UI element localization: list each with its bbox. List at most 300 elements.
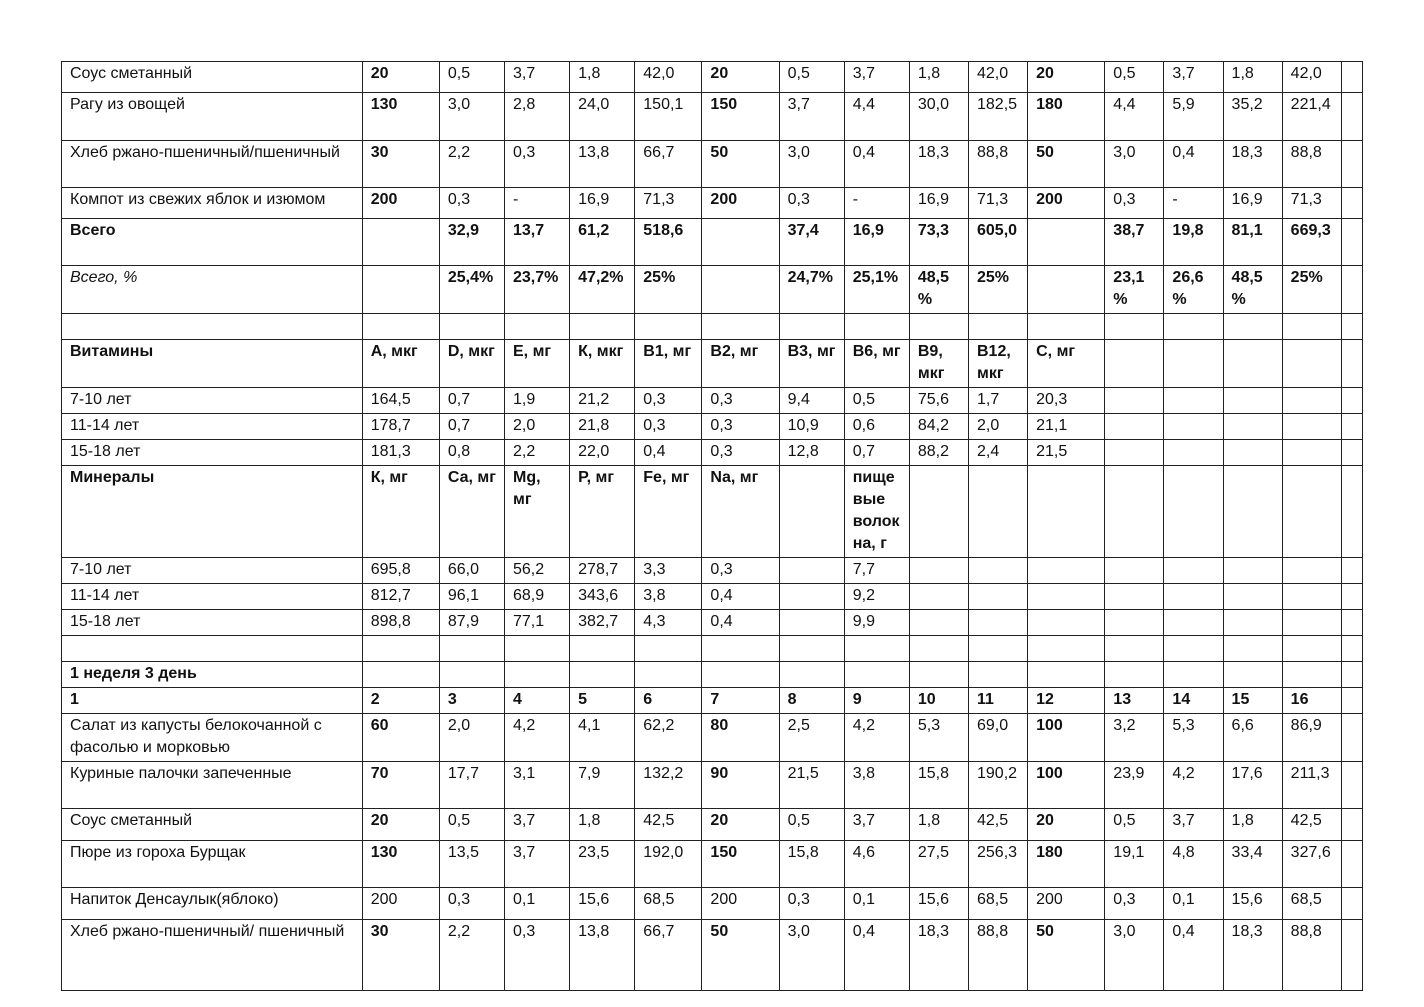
table-cell: 0,4	[1164, 920, 1223, 991]
table-cell: 200	[362, 888, 439, 920]
table-cell	[1223, 662, 1282, 688]
table-cell	[62, 636, 363, 662]
table-cell: 88,8	[969, 920, 1028, 991]
table-cell: 0,5	[779, 62, 844, 93]
table-cell	[844, 636, 909, 662]
table-cell: 24,0	[570, 93, 635, 141]
table-cell: -	[1164, 188, 1223, 219]
table-cell: 0,3	[439, 188, 504, 219]
table-cell: 7	[702, 688, 779, 714]
table-cell	[1164, 340, 1223, 388]
table-cell: 182,5	[969, 93, 1028, 141]
table-row	[62, 440, 1363, 466]
table-cell: 9,4	[779, 388, 844, 414]
table-cell: 27,5	[909, 841, 968, 888]
table-cell: 0,7	[439, 388, 504, 414]
table-cell	[779, 636, 844, 662]
table-cell	[909, 636, 968, 662]
table-cell: В2, мг	[702, 340, 779, 388]
table-cell: 68,5	[969, 888, 1028, 920]
table-cell	[1341, 762, 1362, 809]
table-cell: 25%	[635, 266, 702, 314]
table-cell: 21,8	[570, 414, 635, 440]
table-cell	[779, 466, 844, 558]
table-cell: 2,4	[969, 440, 1028, 466]
table-cell: 12	[1028, 688, 1105, 714]
table-cell	[1164, 584, 1223, 610]
table-cell: 0,3	[702, 414, 779, 440]
table-cell	[1341, 466, 1362, 558]
table-cell: 9	[844, 688, 909, 714]
table-cell: 1,8	[909, 809, 968, 841]
table-cell: 70	[362, 762, 439, 809]
table-cell: 71,3	[635, 188, 702, 219]
table-cell: 3,2	[1105, 714, 1164, 762]
table-cell: 4,2	[505, 714, 570, 762]
table-cell: В12, мкг	[969, 340, 1028, 388]
table-cell: 16	[1282, 688, 1341, 714]
table-row	[62, 93, 1363, 141]
table-cell: 192,0	[635, 841, 702, 888]
table-cell: 0,5	[439, 62, 504, 93]
table-cell: 16,9	[909, 188, 968, 219]
table-cell: 48,5%	[1223, 266, 1282, 314]
table-cell: 3,7	[505, 809, 570, 841]
table-row	[62, 662, 1363, 688]
table-cell: 71,3	[969, 188, 1028, 219]
table-cell: 23,1%	[1105, 266, 1164, 314]
table-row	[62, 610, 1363, 636]
table-cell: 69,0	[969, 714, 1028, 762]
table-cell	[969, 558, 1028, 584]
table-cell	[362, 219, 439, 266]
table-cell: 2,0	[439, 714, 504, 762]
table-cell	[505, 636, 570, 662]
table-cell	[1282, 558, 1341, 584]
table-cell	[1223, 414, 1282, 440]
table-cell: Минералы	[62, 466, 363, 558]
table-cell: 0,1	[505, 888, 570, 920]
table-cell: 61,2	[570, 219, 635, 266]
table-cell	[439, 662, 504, 688]
table-cell: 30	[362, 141, 439, 188]
table-cell: 21,1	[1028, 414, 1105, 440]
table-cell: 3,0	[779, 920, 844, 991]
table-row	[62, 314, 1363, 340]
table-cell: 812,7	[362, 584, 439, 610]
table-cell: С, мг	[1028, 340, 1105, 388]
table-cell: 60	[362, 714, 439, 762]
table-cell	[1341, 188, 1362, 219]
table-cell: 17,6	[1223, 762, 1282, 809]
table-row	[62, 841, 1363, 888]
table-cell	[1341, 920, 1362, 991]
table-cell	[779, 584, 844, 610]
table-cell: 181,3	[362, 440, 439, 466]
table-cell: 0,4	[702, 584, 779, 610]
table-cell: 2,2	[439, 920, 504, 991]
table-cell	[779, 314, 844, 340]
table-cell: 6	[635, 688, 702, 714]
table-cell	[1223, 584, 1282, 610]
table-row	[62, 762, 1363, 809]
table-row	[62, 584, 1363, 610]
table-cell: 5,9	[1164, 93, 1223, 141]
table-cell	[909, 610, 968, 636]
table-cell: 3,0	[779, 141, 844, 188]
table-cell: 3,8	[635, 584, 702, 610]
table-cell: 695,8	[362, 558, 439, 584]
table-cell: 1,9	[505, 388, 570, 414]
table-cell: В9, мкг	[909, 340, 968, 388]
table-cell	[702, 662, 779, 688]
table-cell: 0,5	[1105, 62, 1164, 93]
table-cell: 4,2	[1164, 762, 1223, 809]
table-cell	[1341, 688, 1362, 714]
table-cell: К, мг	[362, 466, 439, 558]
table-cell: 1,8	[570, 62, 635, 93]
table-cell: 327,6	[1282, 841, 1341, 888]
table-cell: 2,2	[439, 141, 504, 188]
table-cell: 7-10 лет	[62, 558, 363, 584]
table-cell: Пюре из гороха Бурщак	[62, 841, 363, 888]
table-row	[62, 62, 1363, 93]
table-cell	[1282, 662, 1341, 688]
table-cell	[1028, 314, 1105, 340]
table-cell: 88,8	[969, 141, 1028, 188]
table-cell	[1282, 340, 1341, 388]
table-cell	[1223, 610, 1282, 636]
table-cell: 15	[1223, 688, 1282, 714]
table-cell	[1223, 340, 1282, 388]
table-cell	[1164, 466, 1223, 558]
table-cell: 42,0	[635, 62, 702, 93]
table-cell: В6, мг	[844, 340, 909, 388]
table-cell: 11-14 лет	[62, 584, 363, 610]
table-cell: Хлеб ржано-пшеничный/ пшеничный	[62, 920, 363, 991]
table-cell: 4,6	[844, 841, 909, 888]
table-cell: 2	[362, 688, 439, 714]
table-cell: Р, мг	[570, 466, 635, 558]
table-cell: 23,7%	[505, 266, 570, 314]
table-cell	[779, 558, 844, 584]
table-cell: 21,5	[1028, 440, 1105, 466]
table-cell: 0,4	[635, 440, 702, 466]
table-cell: Соус сметанный	[62, 62, 363, 93]
table-cell	[1105, 584, 1164, 610]
table-cell: 0,8	[439, 440, 504, 466]
table-cell: 0,4	[1164, 141, 1223, 188]
table-cell: 3,3	[635, 558, 702, 584]
table-cell	[1028, 219, 1105, 266]
table-cell: 200	[702, 888, 779, 920]
table-cell	[702, 636, 779, 662]
table-cell	[1164, 440, 1223, 466]
table-cell: 18,3	[909, 141, 968, 188]
table-cell: 180	[1028, 93, 1105, 141]
table-cell: Са, мг	[439, 466, 504, 558]
table-cell: 3,7	[1164, 62, 1223, 93]
table-cell: 0,7	[844, 440, 909, 466]
table-cell: 132,2	[635, 762, 702, 809]
table-cell: Куриные палочки запеченные	[62, 762, 363, 809]
table-cell: 669,3	[1282, 219, 1341, 266]
table-cell	[909, 466, 968, 558]
table-cell	[570, 314, 635, 340]
table-cell: 20	[1028, 62, 1105, 93]
table-cell: 13,8	[570, 920, 635, 991]
table-cell: 16,9	[844, 219, 909, 266]
table-cell: 21,5	[779, 762, 844, 809]
table-cell: 4,1	[570, 714, 635, 762]
table-cell: 12,8	[779, 440, 844, 466]
nutrition-table	[61, 61, 1363, 991]
table-cell: 10,9	[779, 414, 844, 440]
table-cell	[1341, 610, 1362, 636]
table-cell: Na, мг	[702, 466, 779, 558]
table-row	[62, 266, 1363, 314]
table-row	[62, 414, 1363, 440]
table-cell: 0,4	[844, 920, 909, 991]
table-cell: 86,9	[1282, 714, 1341, 762]
table-cell: 0,1	[1164, 888, 1223, 920]
table-cell	[1028, 466, 1105, 558]
table-cell: D, мкг	[439, 340, 504, 388]
table-cell: 3,7	[844, 62, 909, 93]
table-cell: 18,3	[909, 920, 968, 991]
table-cell	[1341, 266, 1362, 314]
table-cell: 25,4%	[439, 266, 504, 314]
table-cell	[1105, 466, 1164, 558]
table-cell: 4,8	[1164, 841, 1223, 888]
table-cell: 20	[702, 62, 779, 93]
table-cell: 130	[362, 93, 439, 141]
table-cell: 42,5	[969, 809, 1028, 841]
table-cell: 16,9	[1223, 188, 1282, 219]
table-cell	[1282, 466, 1341, 558]
table-cell: 50	[1028, 141, 1105, 188]
table-cell: 5,3	[1164, 714, 1223, 762]
table-cell	[1028, 662, 1105, 688]
table-cell: 2,2	[505, 440, 570, 466]
table-cell	[969, 662, 1028, 688]
table-cell: 3,7	[779, 93, 844, 141]
table-cell: 75,6	[909, 388, 968, 414]
table-cell: 42,0	[969, 62, 1028, 93]
table-cell	[969, 584, 1028, 610]
table-cell: 42,0	[1282, 62, 1341, 93]
table-cell: 2,0	[969, 414, 1028, 440]
table-cell: 200	[1028, 188, 1105, 219]
table-cell: Витамины	[62, 340, 363, 388]
table-cell	[909, 584, 968, 610]
table-cell: Е, мг	[505, 340, 570, 388]
table-cell: 0,3	[635, 414, 702, 440]
table-cell: 68,9	[505, 584, 570, 610]
table-cell	[1105, 440, 1164, 466]
table-cell	[1341, 62, 1362, 93]
table-cell: 42,5	[1282, 809, 1341, 841]
table-cell: 11	[969, 688, 1028, 714]
table-row	[62, 920, 1363, 991]
table-cell	[362, 662, 439, 688]
table-cell: 4,4	[844, 93, 909, 141]
table-row	[62, 688, 1363, 714]
table-cell	[439, 314, 504, 340]
table-cell: 17,7	[439, 762, 504, 809]
table-cell: 90	[702, 762, 779, 809]
table-cell	[1282, 414, 1341, 440]
table-cell	[1223, 466, 1282, 558]
table-cell: 19,1	[1105, 841, 1164, 888]
table-cell: 26,6%	[1164, 266, 1223, 314]
table-cell: 3,7	[844, 809, 909, 841]
table-cell: 24,7%	[779, 266, 844, 314]
table-cell: 15,8	[779, 841, 844, 888]
table-cell: 22,0	[570, 440, 635, 466]
table-cell: 50	[702, 141, 779, 188]
table-cell: 68,5	[1282, 888, 1341, 920]
table-cell: 35,2	[1223, 93, 1282, 141]
table-row	[62, 558, 1363, 584]
table-cell	[909, 662, 968, 688]
table-cell: 0,3	[505, 920, 570, 991]
table-cell	[1341, 662, 1362, 688]
table-cell	[1105, 414, 1164, 440]
table-cell: 23,9	[1105, 762, 1164, 809]
table-cell	[1282, 636, 1341, 662]
table-cell	[570, 636, 635, 662]
table-cell	[1341, 340, 1362, 388]
table-cell: 1,8	[570, 809, 635, 841]
table-cell	[1341, 388, 1362, 414]
table-cell: 20	[1028, 809, 1105, 841]
table-cell: 0,4	[844, 141, 909, 188]
table-cell: 13,5	[439, 841, 504, 888]
table-cell: 50	[1028, 920, 1105, 991]
table-cell: 15,8	[909, 762, 968, 809]
table-cell: 32,9	[439, 219, 504, 266]
table-cell: 30,0	[909, 93, 968, 141]
table-cell: 150	[702, 841, 779, 888]
table-cell	[1341, 141, 1362, 188]
table-cell	[505, 314, 570, 340]
table-row	[62, 219, 1363, 266]
table-cell: 5	[570, 688, 635, 714]
table-cell	[844, 314, 909, 340]
table-cell: 16,9	[570, 188, 635, 219]
table-cell: 13,7	[505, 219, 570, 266]
table-cell: 256,3	[969, 841, 1028, 888]
table-cell: 56,2	[505, 558, 570, 584]
table-cell: 3,7	[505, 841, 570, 888]
table-cell: Рагу из овощей	[62, 93, 363, 141]
table-cell: 2,0	[505, 414, 570, 440]
table-cell: 13,8	[570, 141, 635, 188]
table-cell	[969, 636, 1028, 662]
table-cell	[1282, 388, 1341, 414]
table-cell: 25%	[1282, 266, 1341, 314]
table-row	[62, 141, 1363, 188]
table-cell	[1282, 610, 1341, 636]
table-cell	[702, 266, 779, 314]
table-cell: 1,8	[909, 62, 968, 93]
table-cell: -	[844, 188, 909, 219]
table-cell: 3,8	[844, 762, 909, 809]
table-cell: 164,5	[362, 388, 439, 414]
table-cell: 7,9	[570, 762, 635, 809]
table-cell	[702, 219, 779, 266]
table-row	[62, 809, 1363, 841]
table-cell: 25%	[969, 266, 1028, 314]
table-cell: 81,1	[1223, 219, 1282, 266]
table-cell: 88,8	[1282, 920, 1341, 991]
table-cell: Хлеб ржано-пшеничный/пшеничный	[62, 141, 363, 188]
table-cell	[1164, 636, 1223, 662]
table-cell: 8	[779, 688, 844, 714]
table-cell	[1341, 584, 1362, 610]
table-row	[62, 714, 1363, 762]
table-cell: Всего, %	[62, 266, 363, 314]
table-cell	[1223, 388, 1282, 414]
table-cell: Напиток Денсаулык(яблоко)	[62, 888, 363, 920]
table-cell: 0,7	[439, 414, 504, 440]
table-cell: 605,0	[969, 219, 1028, 266]
table-cell: 0,5	[779, 809, 844, 841]
table-cell	[439, 636, 504, 662]
table-cell	[1105, 610, 1164, 636]
table-cell: 88,8	[1282, 141, 1341, 188]
table-cell	[1341, 93, 1362, 141]
table-cell: 382,7	[570, 610, 635, 636]
table-body	[62, 62, 1363, 991]
table-cell	[909, 558, 968, 584]
table-cell: 200	[362, 188, 439, 219]
table-cell: 0,3	[439, 888, 504, 920]
table-cell	[1164, 388, 1223, 414]
table-cell: 3,0	[1105, 920, 1164, 991]
table-cell	[505, 662, 570, 688]
table-cell	[1164, 610, 1223, 636]
table-cell	[1028, 584, 1105, 610]
table-cell: 23,5	[570, 841, 635, 888]
table-cell: 84,2	[909, 414, 968, 440]
table-cell: 9,9	[844, 610, 909, 636]
table-cell	[1105, 636, 1164, 662]
table-cell: 9,2	[844, 584, 909, 610]
table-cell: 71,3	[1282, 188, 1341, 219]
table-cell	[1282, 314, 1341, 340]
table-cell: 25,1%	[844, 266, 909, 314]
table-cell	[1164, 558, 1223, 584]
table-cell: 15,6	[570, 888, 635, 920]
table-cell	[1028, 610, 1105, 636]
table-cell: 21,2	[570, 388, 635, 414]
table-cell	[1341, 414, 1362, 440]
table-cell: 20	[702, 809, 779, 841]
table-cell: 20	[362, 809, 439, 841]
table-cell: В3, мг	[779, 340, 844, 388]
table-cell: 4,2	[844, 714, 909, 762]
table-cell: 0,5	[439, 809, 504, 841]
table-cell: 7-10 лет	[62, 388, 363, 414]
table-cell	[1105, 662, 1164, 688]
table-cell: 1,8	[1223, 62, 1282, 93]
table-cell	[1341, 314, 1362, 340]
table-cell	[635, 662, 702, 688]
table-cell: 4,4	[1105, 93, 1164, 141]
table-cell: 0,3	[702, 388, 779, 414]
